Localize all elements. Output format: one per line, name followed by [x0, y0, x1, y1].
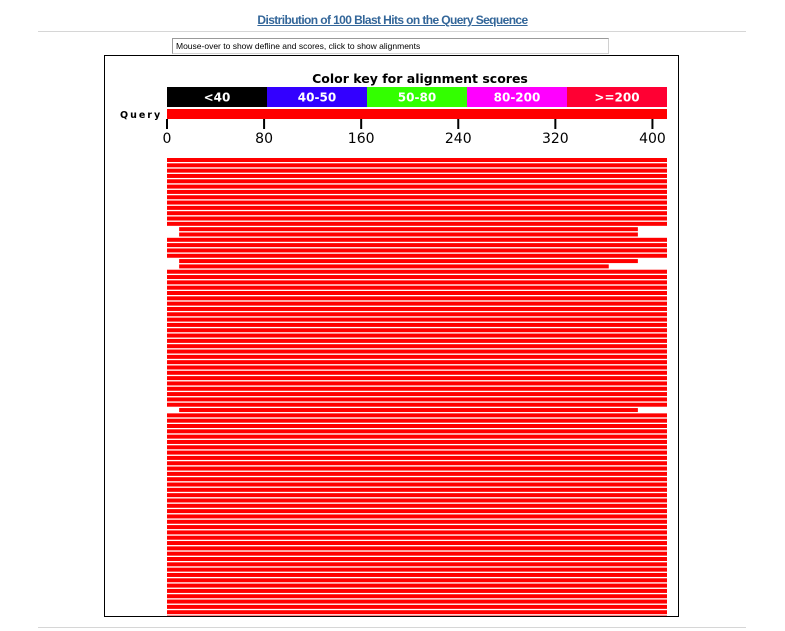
hit-bar-48[interactable] [179, 408, 638, 412]
hit-bar-74[interactable] [167, 546, 667, 550]
hit-bar-37[interactable] [167, 350, 667, 354]
hit-bar-20[interactable] [179, 259, 638, 263]
legend-label-2: 50-80 [397, 90, 437, 105]
tick-label-0: 0 [162, 131, 172, 147]
hit-bar-59[interactable] [167, 467, 667, 471]
hit-bar-61[interactable] [167, 477, 667, 481]
hit-bar-43[interactable] [167, 381, 667, 385]
hit-bar-44[interactable] [167, 387, 667, 391]
hit-bar-35[interactable] [167, 339, 667, 343]
hit-bar-32[interactable] [167, 323, 667, 327]
tick-label-5: 400 [639, 131, 666, 147]
bottom-divider [38, 627, 746, 628]
hit-bar-46[interactable] [167, 397, 667, 401]
query-label: Query [120, 110, 163, 121]
hit-bar-3[interactable] [167, 169, 667, 173]
hit-bar-86[interactable] [167, 610, 667, 614]
hit-bar-10[interactable] [167, 206, 667, 210]
hit-bar-42[interactable] [167, 376, 667, 380]
hit-bar-17[interactable] [167, 243, 667, 247]
hit-bar-66[interactable] [167, 504, 667, 508]
top-divider [38, 31, 746, 32]
hit-bar-41[interactable] [167, 371, 667, 375]
hit-bar-45[interactable] [167, 392, 667, 396]
hit-bar-81[interactable] [167, 584, 667, 588]
hit-bar-21[interactable] [179, 264, 609, 268]
tick-label-4: 320 [541, 131, 569, 147]
hit-bar-14[interactable] [179, 227, 638, 231]
hit-bar-40[interactable] [167, 365, 667, 369]
hit-bar-75[interactable] [167, 552, 667, 556]
hit-bars [167, 158, 667, 616]
hit-bar-6[interactable] [167, 185, 667, 189]
hit-bar-77[interactable] [167, 562, 667, 566]
hit-bar-67[interactable] [167, 509, 667, 513]
hit-bar-28[interactable] [167, 302, 667, 306]
hit-bar-33[interactable] [167, 328, 667, 332]
hit-bar-30[interactable] [167, 312, 667, 316]
hit-bar-7[interactable] [167, 190, 667, 194]
hit-bar-64[interactable] [167, 493, 667, 497]
hit-bar-52[interactable] [167, 429, 667, 433]
page-title[interactable]: Distribution of 100 Blast Hits on the Query Sequence [257, 13, 528, 27]
hit-bar-82[interactable] [167, 589, 667, 593]
hit-bar-16[interactable] [167, 238, 667, 242]
hit-bar-85[interactable] [167, 605, 667, 609]
hit-bar-60[interactable] [167, 472, 667, 476]
hit-bar-70[interactable] [167, 525, 667, 529]
hit-bar-58[interactable] [167, 461, 667, 465]
tick-label-1: 80 [255, 131, 274, 147]
tick-label-2: 160 [347, 131, 375, 147]
hit-bar-8[interactable] [167, 195, 667, 199]
hit-bar-68[interactable] [167, 514, 667, 518]
hit-bar-79[interactable] [167, 573, 667, 577]
color-key-title: Color key for alignment scores [312, 71, 528, 86]
hit-bar-9[interactable] [167, 201, 667, 205]
color-key-legend [167, 87, 667, 107]
hit-bar-56[interactable] [167, 451, 667, 455]
hit-bar-15[interactable] [179, 232, 638, 236]
hit-bar-54[interactable] [167, 440, 667, 444]
hit-bar-19[interactable] [167, 254, 667, 258]
hit-bar-1[interactable] [167, 158, 667, 162]
hit-bar-31[interactable] [167, 318, 667, 322]
hit-bar-34[interactable] [167, 334, 667, 338]
hit-bar-83[interactable] [167, 594, 667, 598]
hit-bar-76[interactable] [167, 557, 667, 561]
hit-bar-80[interactable] [167, 578, 667, 582]
legend-label-1: 40-50 [297, 90, 337, 105]
hit-bar-47[interactable] [167, 403, 667, 407]
hit-bar-49[interactable] [167, 413, 667, 417]
legend-label-3: 80-200 [493, 90, 541, 105]
hit-bar-11[interactable] [167, 211, 667, 215]
hit-bar-13[interactable] [167, 222, 667, 226]
hit-bar-24[interactable] [167, 280, 667, 284]
hit-bar-53[interactable] [167, 435, 667, 439]
hit-bar-26[interactable] [167, 291, 667, 295]
hit-bar-71[interactable] [167, 530, 667, 534]
hit-bar-50[interactable] [167, 419, 667, 423]
blast-hits-chart [104, 55, 679, 617]
hit-bar-62[interactable] [167, 483, 667, 487]
hit-bar-29[interactable] [167, 307, 667, 311]
hit-bar-23[interactable] [167, 275, 667, 279]
query-bar [167, 109, 667, 119]
hit-bar-57[interactable] [167, 456, 667, 460]
legend-label-0: <40 [203, 90, 231, 105]
hit-bar-72[interactable] [167, 536, 667, 540]
hit-bar-51[interactable] [167, 424, 667, 428]
hit-info-box[interactable]: Mouse-over to show defline and scores, click to show alignments [172, 38, 609, 54]
hit-bar-63[interactable] [167, 488, 667, 492]
x-axis [163, 119, 666, 147]
hit-bar-69[interactable] [167, 520, 667, 524]
hit-bar-2[interactable] [167, 163, 667, 167]
hit-bar-18[interactable] [167, 248, 667, 252]
hit-bar-78[interactable] [167, 568, 667, 572]
hit-bar-25[interactable] [167, 286, 667, 290]
hit-bar-22[interactable] [167, 270, 667, 274]
hit-bar-38[interactable] [167, 355, 667, 359]
hit-bar-65[interactable] [167, 498, 667, 502]
hit-bar-4[interactable] [167, 174, 667, 178]
hit-bar-39[interactable] [167, 360, 667, 364]
tick-label-3: 240 [444, 131, 472, 147]
blast-hits-graphic [105, 56, 678, 616]
hit-bar-55[interactable] [167, 445, 667, 449]
hit-bar-5[interactable] [167, 179, 667, 183]
legend-label-4: >=200 [594, 90, 640, 105]
hit-bar-36[interactable] [167, 344, 667, 348]
hit-bar-12[interactable] [167, 217, 667, 221]
hit-bar-84[interactable] [167, 600, 667, 604]
hit-bar-27[interactable] [167, 296, 667, 300]
hit-bar-73[interactable] [167, 541, 667, 545]
